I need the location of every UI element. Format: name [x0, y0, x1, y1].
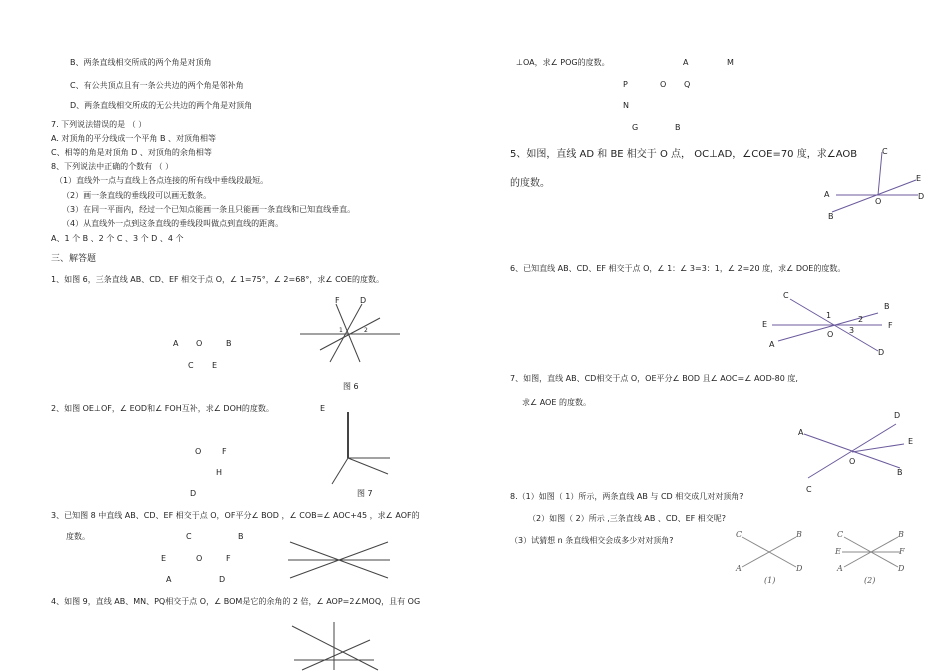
figure-6-label-d: D — [360, 296, 367, 305]
figure-8-label-f: F — [226, 554, 231, 563]
figure-8-2-caption: (2) — [864, 576, 876, 585]
figure-6-label-o: O — [196, 339, 203, 348]
question-8: 8、下列说法中正确的个数有 （ ） — [51, 162, 174, 171]
question-7-options-cd: C、相等的角是对顶角 D 、对顶角的余角相等 — [51, 148, 212, 157]
figure-9-lines — [290, 620, 380, 671]
question-8-options: A、1 个 B 、2 个 C 、3 个 D 、4 个 — [51, 234, 184, 243]
question-7-options-ab: A. 对顶角的平分线成一个平角 B 、对顶角相等 — [51, 134, 216, 143]
figure-6b-label-b: B — [884, 302, 890, 311]
section-title: 三、解答题 — [51, 254, 97, 264]
problem-3-continued: 度数。 — [66, 532, 90, 541]
figure-7-label-d: D — [190, 489, 197, 498]
figure-8-2-label-a: A — [837, 564, 843, 573]
option-c: C、有公共顶点且有一条公共边的两个角是邻补角 — [70, 81, 244, 90]
figure-6b-label-c: C — [783, 291, 789, 300]
option-b: B、两条直线相交所成的两个角是对顶角 — [70, 58, 212, 67]
figure-7b-label-b: B — [897, 468, 903, 477]
figure-8-lines — [288, 538, 393, 588]
figure-8-1-lines — [740, 535, 803, 573]
figure-8-2-label-f: F — [899, 547, 905, 556]
figure-6b-label-e: E — [762, 320, 768, 329]
problem-4: 4、如图 9，直线 AB、MN、PQ相交于点 O，∠ BOM是它的余角的 2 倍，∠ AOP=2∠MOQ，且有 OG — [51, 597, 421, 606]
figure-8-1-label-a: A — [736, 564, 742, 573]
figure-5-label-e: E — [916, 174, 922, 183]
problem-4-continued: ⊥OA，求∠ POG的度数。 — [516, 58, 610, 67]
figure-6b-label-o: O — [827, 330, 834, 339]
question-8-statement-4: （4）从直线外一点到这条直线的垂线段叫做点到直线的距离。 — [62, 219, 284, 228]
figure-8-label-e: E — [161, 554, 167, 563]
problem-1: 1、如图 6，三条直线 AB、CD、EF 相交于点 O，∠ 1=75°，∠ 2=68°，求∠ COE的度数。 — [51, 275, 385, 284]
figure-9-label-g: G — [632, 123, 639, 132]
figure-6b-label-2: 2 — [858, 315, 864, 324]
figure-8-label-a: A — [166, 575, 172, 584]
figure-6b-lines — [770, 295, 890, 355]
figure-6-label-e: E — [212, 361, 218, 370]
problem-6: 6、已知直线 AB、CD、EF 相交于点 O，∠ 1：∠ 3=3：1，∠ 2=20 度，求∠ DOE的度数。 — [510, 264, 846, 273]
figure-6-label-c: C — [188, 361, 194, 370]
figure-7-caption: 图 7 — [357, 489, 373, 498]
figure-6-caption: 图 6 — [343, 382, 359, 391]
problem-8-part-3: （3）试猜想 n 条直线相交会成多少对对顶角? — [510, 536, 674, 545]
problem-8-part-1: 8.（1）如图（ 1）所示，两条直线 AB 与 CD 相交成几对对顶角? — [510, 492, 744, 501]
figure-8-1-label-c: C — [736, 530, 743, 539]
figure-5-label-d: D — [918, 192, 925, 201]
figure-9-label-p: P — [623, 80, 628, 89]
question-8-statement-1: （1）直线外一点与直线上各点连接的所有线中垂线段最短。 — [55, 176, 269, 185]
figure-7-label-f: F — [222, 447, 227, 456]
figure-9-label-a: A — [683, 58, 689, 67]
figure-7-label-h: H — [216, 468, 223, 477]
figure-8-1-caption: (1) — [764, 576, 776, 585]
problem-3: 3、已知图 8 中直线 AB、CD、EF 相交于点 O，OF平分∠ BOD ，∠ COB=∠ AOC+45 ，求∠ AOF的 — [51, 511, 420, 520]
figure-5-lines — [828, 147, 928, 220]
figure-7-label-o: O — [195, 447, 202, 456]
figure-6-label-a: A — [173, 339, 179, 348]
figure-7b-label-a: A — [798, 428, 804, 437]
problem-5: 5、如图，直线 AD 和 BE 相交于 O 点， OC⊥AD，∠COE=70 度，求∠AOB — [510, 149, 858, 160]
option-d: D、两条直线相交所成的无公共边的两个角是对顶角 — [70, 101, 253, 110]
figure-8-2-lines — [842, 535, 905, 573]
figure-6b-label-a: A — [769, 340, 775, 349]
question-8-statement-3: （3）在同一平面内，经过一个已知点能画一条且只能画一条直线和已知直线垂直。 — [62, 205, 356, 214]
figure-9-label-m: M — [727, 58, 734, 67]
figure-5-label-o: O — [875, 197, 882, 206]
figure-9-label-q: Q — [684, 80, 691, 89]
figure-7b-label-d: D — [894, 411, 901, 420]
figure-6-label-b: B — [226, 339, 232, 348]
figure-9-label-o: O — [660, 80, 667, 89]
figure-8-2-label-d: D — [898, 564, 905, 573]
problem-7: 7、如图，直线 AB、CD相交于点 O，OE平分∠ BOD 且∠ AOC=∠ AOD-80 度, — [510, 374, 798, 383]
figure-8-2-label-b: B — [898, 530, 904, 539]
figure-6b-label-3: 3 — [849, 326, 855, 335]
figure-7b-label-o: O — [849, 457, 856, 466]
figure-6-lines — [300, 300, 410, 370]
figure-8-2-label-c: C — [837, 530, 844, 539]
figure-7b-label-e: E — [908, 437, 914, 446]
figure-6b-label-f: F — [888, 321, 893, 330]
figure-6b-label-1: 1 — [826, 311, 832, 320]
figure-8-label-b: B — [238, 532, 244, 541]
figure-8-label-o: O — [196, 554, 203, 563]
figure-6-label-f: F — [335, 296, 340, 305]
question-7: 7. 下列说法错误的是 （ ） — [51, 120, 147, 129]
figure-8-1-label-d: D — [796, 564, 803, 573]
figure-7-label-e: E — [320, 404, 326, 413]
figure-7-lines — [340, 410, 400, 490]
figure-9-label-n: N — [623, 101, 629, 110]
figure-6b-label-d: D — [878, 348, 885, 357]
figure-5-label-b: B — [828, 212, 834, 221]
problem-2: 2、如图 OE⊥OF，∠ EOD和∠ FOH互补，求∠ DOH的度数。 — [51, 404, 274, 413]
figure-9-label-b: B — [675, 123, 681, 132]
problem-7-continued: 求∠ AOE 的度数。 — [522, 398, 591, 407]
figure-6-label-1: 1 — [339, 327, 343, 334]
figure-8-label-c: C — [186, 532, 192, 541]
figure-8-2-label-e: E — [835, 547, 841, 556]
figure-5-label-c: C — [882, 147, 888, 156]
problem-8-part-2: （2）如图（ 2）所示 ,三条直线 AB 、CD、EF 相交呢? — [528, 514, 727, 523]
figure-7b-lines — [800, 420, 910, 485]
figure-5-label-a: A — [824, 190, 830, 199]
figure-6-label-2: 2 — [364, 327, 368, 334]
figure-8-label-d: D — [219, 575, 226, 584]
question-8-statement-2: （2）画一条直线的垂线段可以画无数条。 — [62, 191, 212, 200]
figure-7b-label-c: C — [806, 485, 812, 494]
problem-5-continued: 的度数。 — [510, 178, 550, 189]
figure-8-1-label-b: B — [796, 530, 802, 539]
